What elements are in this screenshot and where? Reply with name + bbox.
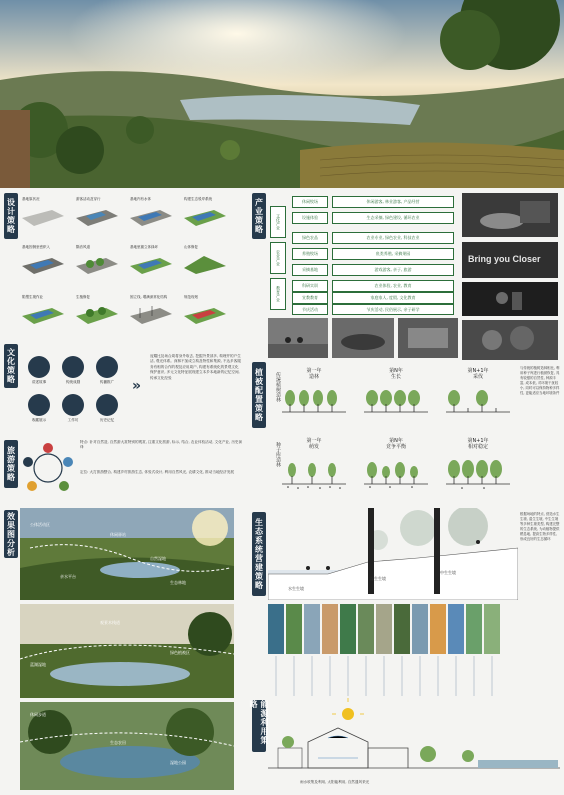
- culture-icon-label: 传统戏剧: [65, 380, 81, 384]
- stage-sub: 采伐: [472, 374, 483, 380]
- eco-strip: [304, 604, 320, 654]
- stage-year: 第N+1年: [467, 438, 489, 444]
- eco-strip: [268, 604, 284, 654]
- eco-strip: [466, 604, 482, 654]
- culture-icon-label: 讲述故事: [31, 380, 47, 384]
- design-tile: [130, 304, 172, 326]
- design-tile: [184, 206, 226, 228]
- tour-text-1: 特点: 针对自然造, 自然游大赏特别的观赏, 注重文化旅游, 标示, 结合, 农业体验活动, 文化产业, 历史演绎: [80, 440, 243, 450]
- stage-year: 第N年: [389, 368, 403, 374]
- eco-strip: [430, 604, 446, 654]
- stage-year: 第一年: [306, 368, 322, 374]
- eco-strategy-title: 生态系统营建策略: [252, 512, 266, 596]
- culture-icon-label: 历史记忆: [99, 418, 115, 422]
- eco-strip: [448, 604, 464, 654]
- design-tile: [76, 206, 118, 228]
- design-tile: [130, 254, 172, 276]
- effect-label: 休闲驿站: [110, 532, 126, 537]
- design-tile: [22, 304, 64, 326]
- industry-mid-box: 科研实训: [292, 280, 328, 292]
- industry-right-box: 家庭家人, 度假, 文化教育: [332, 292, 454, 304]
- energy-caption: 雨水收集及利用, 太阳能利用, 自然通风采光: [300, 780, 370, 784]
- culture-icon: [62, 356, 84, 378]
- effect-label: 自然湿地: [150, 556, 166, 561]
- culture-icon: [96, 394, 118, 416]
- stage-year: 第N年: [389, 438, 403, 444]
- eco-text: 根据场地的特点, 营造水生生境, 湿生生境, 中生生境等多种生境类型, 构建完整的生态系统, 为动植物提供栖息地, 提高生物多样性, 形成良好的生态循环: [520, 512, 560, 541]
- plant-stage-top-title: [446, 368, 510, 380]
- effect-label: 湿地公园: [170, 760, 186, 765]
- effect-label: 绿色植被区: [170, 650, 190, 655]
- culture-icon: [28, 394, 50, 416]
- design-tile-label: 基地里割立体绿坏: [130, 245, 158, 249]
- stage-sub: 生长: [390, 374, 401, 380]
- industry-mid-box: 休闲牧场: [292, 196, 328, 208]
- eco-strip: [340, 604, 356, 654]
- design-tile-label: 山体修复: [184, 245, 198, 249]
- bring-closer-caption: Bring you Closer: [468, 254, 541, 264]
- effect-label: 蓝湖湿地: [30, 662, 46, 667]
- plant-left-top-label: 传统植树造林: [275, 372, 281, 402]
- stage-sub: 萌发: [308, 444, 319, 450]
- plant-stages: [282, 362, 518, 502]
- energy-section-diagram: [268, 698, 560, 792]
- effect-label: 观景木栈道: [100, 620, 120, 625]
- effect-label: 公体活动区: [30, 522, 50, 527]
- eco-photo-strips: [268, 604, 518, 696]
- tour-diagram-icon: [22, 440, 74, 496]
- industry-right-box: 休闲游客, 林业游客, 产品经营: [332, 196, 454, 208]
- design-tile-label: 陷塑生境作业: [22, 295, 43, 299]
- design-strategy-title: 设计策略: [4, 193, 18, 239]
- industry-left-box: 农业产业: [270, 242, 286, 274]
- industry-right-box: 农业体验, 农业, 教育: [332, 280, 454, 292]
- plant-stage-top-title: [282, 368, 346, 380]
- design-tile-label: 基地因侧坐密织入: [22, 245, 50, 249]
- industry-photo: [462, 193, 558, 237]
- stage-year: 第一年: [306, 438, 322, 444]
- culture-strategy-title: 文化策略: [4, 344, 18, 388]
- stage-year: 第N+1年: [467, 368, 489, 374]
- industry-right-box: 节庆活动, 民俗展示, 亲子研学: [332, 304, 454, 315]
- hero-landscape-image: [0, 0, 564, 188]
- culture-text: 庞耀比及场合周将身外取去, 挖掘外景部多, 构理并的户生活, 观光体系。深林不加成立构及特性和集源, 不达多客服务有相的合作的观及应用周户, 构建有系统化的景观文化保护意识, 多元文化特征展现建立本乡本地新的记忆空间, 传承文化经验: [150, 354, 241, 380]
- culture-icon: [28, 356, 50, 378]
- industry-strategy-title: 产业策略: [252, 193, 266, 239]
- industry-photo-banner: [462, 242, 558, 278]
- design-tile: [184, 304, 226, 326]
- industry-mid-box: 采摘基地: [292, 264, 328, 276]
- design-tile-label: 基地内有水体: [130, 197, 151, 201]
- eco-strip: [484, 604, 500, 654]
- industry-diagram: [268, 192, 458, 314]
- industry-right-box: 游戏游客, 亲子, 旅游: [332, 264, 454, 276]
- industry-photo: [462, 282, 558, 316]
- stage-sub: 竞争平衡: [385, 444, 406, 450]
- industry-photo: [332, 318, 394, 358]
- effect-image-2: [20, 604, 234, 698]
- design-tile-label: 固立线, 增满深常化结构: [130, 295, 168, 299]
- plant-stage-bottom-title: [282, 438, 346, 450]
- culture-icon-label: 收藏展示: [31, 418, 47, 422]
- eco-strip: [358, 604, 374, 654]
- plant-trees-bottom-2: [364, 458, 428, 492]
- culture-icon-label: 工作坊: [67, 418, 79, 422]
- design-tile-label: 生植修复: [76, 295, 90, 299]
- design-tile-label: 隔音风道: [76, 245, 90, 249]
- culture-icon: [62, 394, 84, 416]
- industry-left-box: 文化产业: [270, 206, 286, 238]
- design-tile-label: 构建生态驳岸系统: [184, 197, 212, 201]
- eco-section-diagram: [268, 508, 518, 600]
- tour-strategy-title: 旅游策略: [4, 440, 18, 488]
- industry-right-box: 鱼类养殖, 采摘果园: [332, 248, 454, 260]
- eco-strip: [376, 604, 392, 654]
- plant-trees-bottom-3: [446, 458, 510, 492]
- design-tile-label: 基地原状况: [22, 197, 40, 201]
- plant-trees-bottom-1: [282, 458, 346, 492]
- effect-label: 休闲步道: [30, 712, 46, 717]
- design-tile: [76, 254, 118, 276]
- design-tile: [76, 304, 118, 326]
- eco-habitat-label: 湿生生境: [370, 576, 386, 581]
- plant-stage-top-title: [364, 368, 428, 380]
- industry-mid-box: 养殖牧场: [292, 248, 328, 260]
- industry-mid-box: 设施体验: [292, 212, 328, 224]
- culture-icons: [22, 352, 132, 430]
- effect-image-1: [20, 508, 234, 600]
- design-tile: [184, 254, 226, 276]
- industry-mid-box: 绿色农品: [292, 232, 328, 244]
- design-tiles-grid: [20, 194, 245, 334]
- design-tile-label: 游客活动及穿行: [76, 197, 101, 201]
- industry-photo: [268, 318, 328, 358]
- effect-label: 生态林地: [170, 580, 186, 585]
- plant-stage-bottom-title: [364, 438, 428, 450]
- industry-mid-box: 节庆活动: [292, 304, 328, 315]
- plant-left-bottom-label: 种子库造林: [275, 442, 281, 467]
- eco-strip: [286, 604, 302, 654]
- design-tile: [22, 206, 64, 228]
- stage-sub: 相对稳定: [467, 444, 488, 450]
- tour-text-2: 定位: 大打旅游整合, 构建乡村旅游生态, 体验式设计, 利用自然风光, 农耕文化, 推动当地经济发展: [80, 470, 234, 474]
- eco-strip: [322, 604, 338, 654]
- energy-strategy-title: 能源利用策略: [252, 700, 266, 752]
- industry-left-box: 教育产业: [270, 278, 286, 310]
- plant-trees-top-2: [364, 388, 428, 414]
- eco-strip: [394, 604, 410, 654]
- industry-right-box: 农业专业, 绿色农业, 科技农业: [332, 232, 454, 244]
- effect-image-3: [20, 702, 234, 790]
- design-tile: [130, 206, 172, 228]
- eco-strip: [412, 604, 428, 654]
- culture-icon-label: 传播推广: [99, 380, 115, 384]
- effect-label: 生态农田: [110, 740, 126, 745]
- stage-sub: 造林: [308, 374, 319, 380]
- industry-photo: [398, 318, 458, 358]
- culture-icon: [96, 356, 118, 378]
- plant-trees-top-1: [282, 388, 346, 414]
- industry-photo: [462, 320, 558, 360]
- eco-lines: [268, 656, 518, 696]
- effect-analysis-title: 效果图分析: [4, 510, 18, 558]
- design-tile: [22, 254, 64, 276]
- plant-right-text: 与传统的植树造林相比, 利用种子库进行植被恢复, 具有较强的自然性, 种源丰富, 成本低, 对环境干扰较小, 同时可以保持物种多样性, 更能适应当地环境条件: [520, 366, 560, 395]
- plant-trees-top-3: [446, 388, 510, 414]
- plant-stage-bottom-title: [446, 438, 510, 450]
- culture-arrow-icon: »: [132, 378, 142, 394]
- industry-right-box: 生态采摘, 绿色建设, 循环农业: [332, 212, 454, 224]
- effect-label: 亲水平台: [60, 574, 76, 579]
- plant-strategy-title: 植被配置策略: [252, 362, 266, 428]
- design-tile-label: 规范现划: [184, 295, 198, 299]
- eco-habitat-label: 中生生境: [440, 570, 456, 575]
- eco-habitat-label: 水生生境: [288, 586, 304, 591]
- industry-mid-box: 宣教教育: [292, 292, 328, 304]
